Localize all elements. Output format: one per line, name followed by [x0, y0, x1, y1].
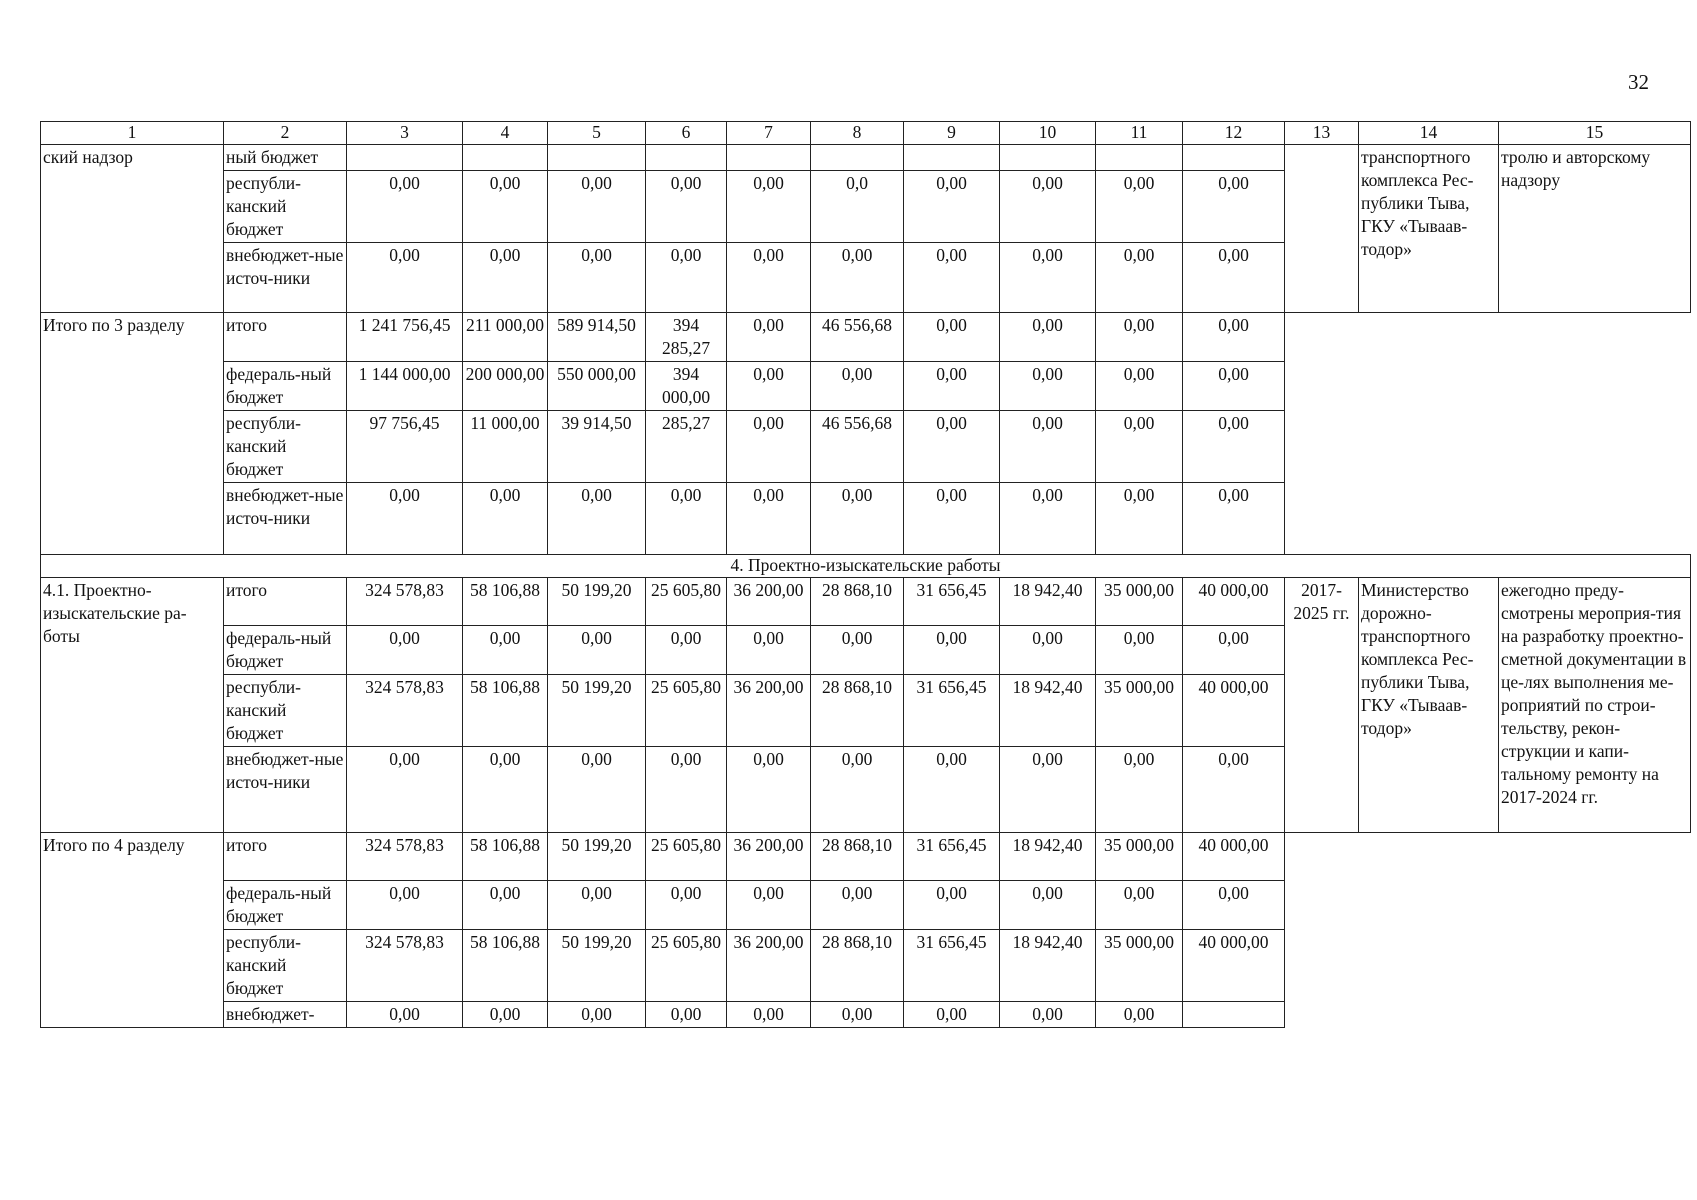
column-header: 8	[811, 122, 904, 145]
amount-cell: 0,00	[463, 243, 548, 313]
amount-cell: 0,00	[811, 1002, 904, 1028]
amount-cell: 0,00	[347, 1002, 463, 1028]
funding-source: внебюджет-ные источ-ники	[224, 483, 347, 555]
column-header: 11	[1096, 122, 1183, 145]
amount-cell: 0,00	[1096, 171, 1183, 243]
amount-cell: 0,00	[904, 243, 1000, 313]
amount-cell: 0,00	[904, 411, 1000, 483]
amount-cell: 18 942,40	[1000, 578, 1096, 626]
amount-cell	[548, 145, 646, 171]
section-title: 4. Проектно-изыскательские работы	[41, 555, 1691, 578]
table-row	[41, 578, 1691, 626]
amount-cell: 0,00	[1096, 483, 1183, 555]
table-row	[41, 833, 1691, 881]
column-header: 4	[463, 122, 548, 145]
amount-cell: 211 000,00	[463, 313, 548, 362]
amount-cell: 0,00	[1000, 362, 1096, 411]
amount-cell: 0,00	[347, 881, 463, 930]
responsible-cell: транспортного комплекса Рес-публики Тыва, ГКУ «Тываав-тодор»	[1359, 145, 1499, 313]
amount-cell: 550 000,00	[548, 362, 646, 411]
amount-cell: 0,00	[727, 747, 811, 833]
amount-cell: 0,00	[1096, 313, 1183, 362]
amount-cell: 0,00	[347, 626, 463, 675]
amount-cell: 0,00	[1183, 747, 1285, 833]
amount-cell: 39 914,50	[548, 411, 646, 483]
funding-source: итого	[224, 833, 347, 881]
amount-cell: 0,0	[811, 171, 904, 243]
amount-cell: 0,00	[548, 626, 646, 675]
amount-cell: 0,00	[727, 1002, 811, 1028]
amount-cell	[1183, 1002, 1285, 1028]
amount-cell: 0,00	[1096, 1002, 1183, 1028]
amount-cell: 31 656,45	[904, 578, 1000, 626]
amount-cell: 0,00	[811, 243, 904, 313]
amount-cell: 36 200,00	[727, 578, 811, 626]
amount-cell: 0,00	[1183, 362, 1285, 411]
amount-cell: 50 199,20	[548, 833, 646, 881]
amount-cell: 0,00	[646, 243, 727, 313]
amount-cell: 285,27	[646, 411, 727, 483]
header-row	[41, 122, 1691, 145]
amount-cell: 25 605,80	[646, 930, 727, 1002]
amount-cell: 324 578,83	[347, 578, 463, 626]
funding-source: федераль-ный бюджет	[224, 362, 347, 411]
amount-cell: 0,00	[646, 626, 727, 675]
page-number: 32	[1628, 70, 1649, 94]
column-header: 2	[224, 122, 347, 145]
amount-cell: 324 578,83	[347, 675, 463, 747]
column-header: 9	[904, 122, 1000, 145]
section-total-name: Итого по 3 разделу	[41, 313, 224, 555]
amount-cell: 58 106,88	[463, 675, 548, 747]
amount-cell	[1183, 145, 1285, 171]
amount-cell: 0,00	[811, 483, 904, 555]
amount-cell: 0,00	[904, 313, 1000, 362]
amount-cell: 31 656,45	[904, 930, 1000, 1002]
amount-cell: 46 556,68	[811, 411, 904, 483]
empty-area	[1285, 313, 1691, 555]
amount-cell: 35 000,00	[1096, 578, 1183, 626]
empty-area	[1285, 833, 1691, 1028]
amount-cell: 28 868,10	[811, 675, 904, 747]
budget-table	[40, 121, 1691, 1028]
amount-cell: 0,00	[904, 1002, 1000, 1028]
amount-cell: 31 656,45	[904, 833, 1000, 881]
amount-cell: 394 000,00	[646, 362, 727, 411]
amount-cell: 0,00	[904, 483, 1000, 555]
amount-cell: 50 199,20	[548, 930, 646, 1002]
amount-cell: 28 868,10	[811, 930, 904, 1002]
amount-cell: 0,00	[1096, 243, 1183, 313]
amount-cell: 36 200,00	[727, 930, 811, 1002]
amount-cell: 0,00	[1183, 881, 1285, 930]
amount-cell: 0,00	[463, 881, 548, 930]
amount-cell: 0,00	[1000, 411, 1096, 483]
amount-cell: 35 000,00	[1096, 675, 1183, 747]
amount-cell: 0,00	[548, 881, 646, 930]
amount-cell: 40 000,00	[1183, 578, 1285, 626]
amount-cell: 0,00	[463, 747, 548, 833]
amount-cell: 0,00	[1183, 483, 1285, 555]
amount-cell: 0,00	[811, 626, 904, 675]
responsible-cell: Министерство дорожно-транспортного комплекса Рес-публики Тыва, ГКУ «Тываав-тодор»	[1359, 578, 1499, 833]
amount-cell: 0,00	[1183, 243, 1285, 313]
column-header: 14	[1359, 122, 1499, 145]
column-header: 7	[727, 122, 811, 145]
amount-cell: 50 199,20	[548, 578, 646, 626]
amount-cell: 0,00	[904, 362, 1000, 411]
amount-cell: 46 556,68	[811, 313, 904, 362]
amount-cell: 40 000,00	[1183, 675, 1285, 747]
amount-cell: 200 000,00	[463, 362, 548, 411]
amount-cell: 0,00	[347, 747, 463, 833]
amount-cell: 0,00	[548, 747, 646, 833]
amount-cell	[1000, 145, 1096, 171]
column-header: 3	[347, 122, 463, 145]
amount-cell: 0,00	[811, 362, 904, 411]
amount-cell: 40 000,00	[1183, 833, 1285, 881]
amount-cell: 40 000,00	[1183, 930, 1285, 1002]
amount-cell: 25 605,80	[646, 833, 727, 881]
funding-source: итого	[224, 313, 347, 362]
amount-cell: 0,00	[1096, 881, 1183, 930]
amount-cell: 18 942,40	[1000, 930, 1096, 1002]
amount-cell: 0,00	[646, 483, 727, 555]
amount-cell: 0,00	[1000, 747, 1096, 833]
funding-source: внебюджет-	[224, 1002, 347, 1028]
result-cell: ежегодно преду-смотрены мероприя-тия на разработку проектно-сметной документации в це-лях выполнения ме-роприятий по строи-тельству, рекон-струкции и капи-тальному ремонту на 2017-2024 гг.	[1499, 578, 1691, 833]
amount-cell: 28 868,10	[811, 578, 904, 626]
column-header: 5	[548, 122, 646, 145]
funding-source: ный бюджет	[224, 145, 347, 171]
amount-cell: 0,00	[1096, 362, 1183, 411]
amount-cell: 0,00	[727, 362, 811, 411]
amount-cell: 58 106,88	[463, 930, 548, 1002]
table-row	[41, 145, 1691, 171]
funding-source: федераль-ный бюджет	[224, 626, 347, 675]
funding-source: внебюджет-ные источ-ники	[224, 747, 347, 833]
amount-cell: 0,00	[1183, 313, 1285, 362]
amount-cell: 394 285,27	[646, 313, 727, 362]
amount-cell: 36 200,00	[727, 833, 811, 881]
amount-cell: 58 106,88	[463, 833, 548, 881]
amount-cell: 589 914,50	[548, 313, 646, 362]
amount-cell: 0,00	[347, 243, 463, 313]
funding-source: республи-канский бюджет	[224, 171, 347, 243]
amount-cell: 0,00	[811, 881, 904, 930]
amount-cell: 0,00	[727, 483, 811, 555]
amount-cell: 50 199,20	[548, 675, 646, 747]
amount-cell	[347, 145, 463, 171]
amount-cell: 28 868,10	[811, 833, 904, 881]
amount-cell: 0,00	[904, 747, 1000, 833]
amount-cell: 0,00	[646, 1002, 727, 1028]
amount-cell: 0,00	[646, 881, 727, 930]
amount-cell: 0,00	[1096, 747, 1183, 833]
amount-cell: 0,00	[347, 483, 463, 555]
amount-cell	[1096, 145, 1183, 171]
amount-cell: 0,00	[727, 243, 811, 313]
amount-cell: 25 605,80	[646, 675, 727, 747]
amount-cell: 0,00	[727, 171, 811, 243]
amount-cell: 18 942,40	[1000, 833, 1096, 881]
amount-cell: 324 578,83	[347, 833, 463, 881]
amount-cell: 0,00	[1096, 626, 1183, 675]
amount-cell: 0,00	[1000, 313, 1096, 362]
section-title-row	[41, 555, 1691, 578]
section-total-name: Итого по 4 разделу	[41, 833, 224, 1028]
column-header: 15	[1499, 122, 1691, 145]
period-cell	[1285, 145, 1359, 313]
column-header: 12	[1183, 122, 1285, 145]
amount-cell: 0,00	[548, 483, 646, 555]
amount-cell: 0,00	[1183, 626, 1285, 675]
amount-cell: 35 000,00	[1096, 833, 1183, 881]
amount-cell: 0,00	[1000, 881, 1096, 930]
amount-cell	[904, 145, 1000, 171]
amount-cell: 0,00	[904, 171, 1000, 243]
amount-cell: 0,00	[904, 626, 1000, 675]
amount-cell: 1 144 000,00	[347, 362, 463, 411]
amount-cell	[811, 145, 904, 171]
amount-cell: 0,00	[1183, 411, 1285, 483]
amount-cell: 0,00	[811, 747, 904, 833]
amount-cell: 0,00	[1000, 626, 1096, 675]
funding-source: республи-канский бюджет	[224, 675, 347, 747]
amount-cell: 0,00	[1183, 171, 1285, 243]
amount-cell: 18 942,40	[1000, 675, 1096, 747]
amount-cell: 0,00	[1000, 171, 1096, 243]
amount-cell: 0,00	[1000, 483, 1096, 555]
amount-cell: 0,00	[1000, 243, 1096, 313]
column-header: 1	[41, 122, 224, 145]
column-header: 10	[1000, 122, 1096, 145]
amount-cell: 0,00	[727, 411, 811, 483]
amount-cell: 0,00	[904, 881, 1000, 930]
amount-cell: 0,00	[646, 747, 727, 833]
amount-cell: 0,00	[463, 483, 548, 555]
amount-cell: 58 106,88	[463, 578, 548, 626]
amount-cell	[727, 145, 811, 171]
amount-cell: 0,00	[1000, 1002, 1096, 1028]
program-name: 4.1. Проектно-изыскательские ра-боты	[41, 578, 224, 833]
amount-cell: 0,00	[463, 626, 548, 675]
amount-cell: 97 756,45	[347, 411, 463, 483]
amount-cell: 36 200,00	[727, 675, 811, 747]
funding-source: внебюджет-ные источ-ники	[224, 243, 347, 313]
program-name: ский надзор	[41, 145, 224, 313]
amount-cell: 0,00	[727, 881, 811, 930]
amount-cell: 324 578,83	[347, 930, 463, 1002]
amount-cell	[463, 145, 548, 171]
amount-cell: 0,00	[463, 171, 548, 243]
period-cell: 2017-2025 гг.	[1285, 578, 1359, 833]
funding-source: республи-канский бюджет	[224, 411, 347, 483]
column-header: 6	[646, 122, 727, 145]
amount-cell: 0,00	[646, 171, 727, 243]
amount-cell: 0,00	[1096, 411, 1183, 483]
funding-source: федераль-ный бюджет	[224, 881, 347, 930]
amount-cell: 0,00	[548, 1002, 646, 1028]
amount-cell: 31 656,45	[904, 675, 1000, 747]
amount-cell: 0,00	[347, 171, 463, 243]
result-cell: тролю и авторскому надзору	[1499, 145, 1691, 313]
amount-cell: 0,00	[727, 313, 811, 362]
funding-source: итого	[224, 578, 347, 626]
amount-cell: 11 000,00	[463, 411, 548, 483]
amount-cell: 0,00	[727, 626, 811, 675]
funding-source: республи-канский бюджет	[224, 930, 347, 1002]
amount-cell: 35 000,00	[1096, 930, 1183, 1002]
amount-cell: 25 605,80	[646, 578, 727, 626]
amount-cell: 0,00	[463, 1002, 548, 1028]
amount-cell: 0,00	[548, 243, 646, 313]
amount-cell: 0,00	[548, 171, 646, 243]
amount-cell	[646, 145, 727, 171]
column-header: 13	[1285, 122, 1359, 145]
amount-cell: 1 241 756,45	[347, 313, 463, 362]
table-row	[41, 313, 1691, 362]
